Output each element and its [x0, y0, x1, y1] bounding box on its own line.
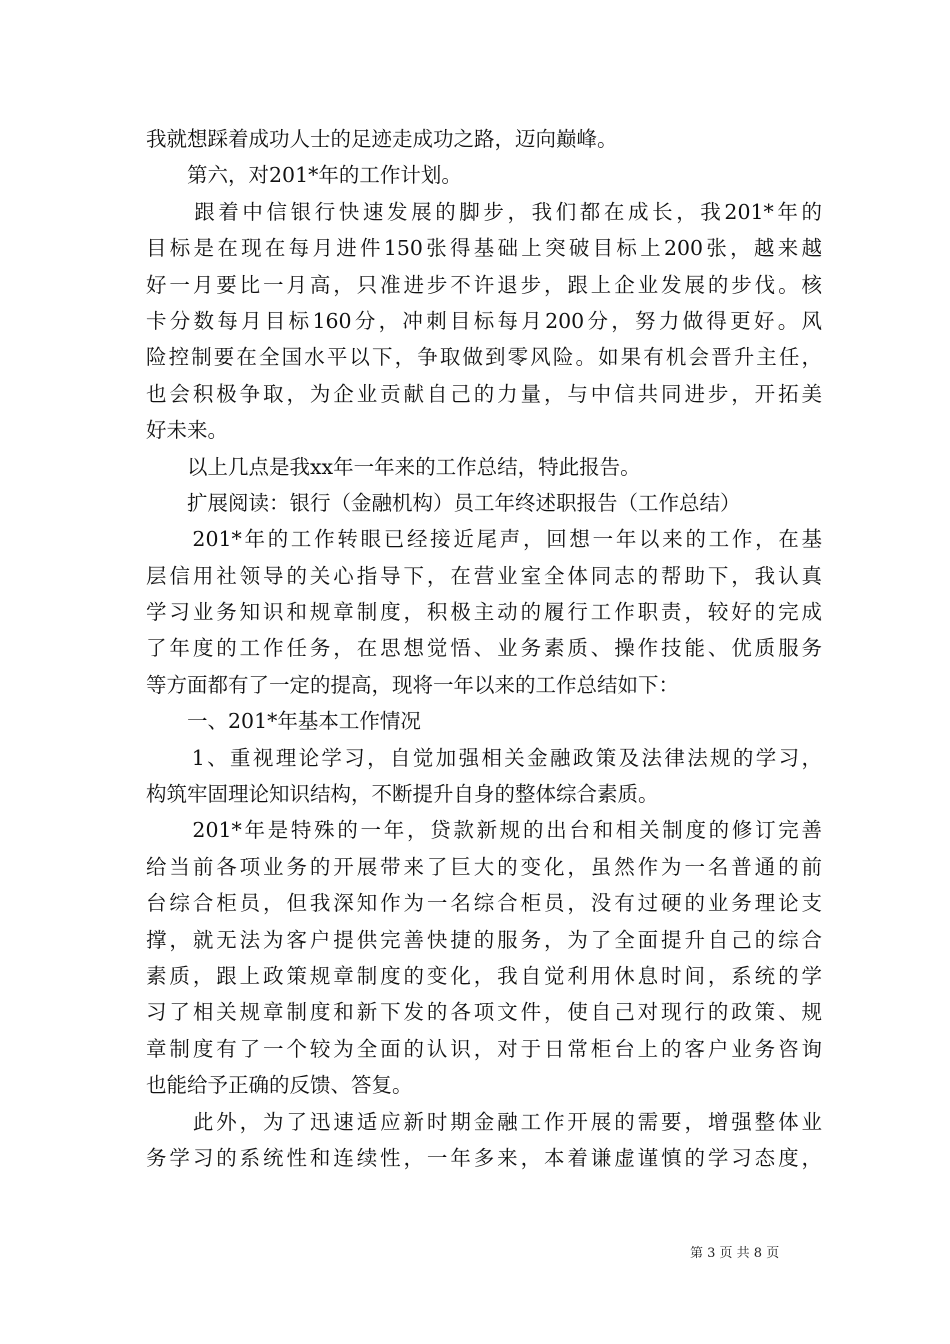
text-line: 撑，就无法为客户提供完善快捷的服务，为了全面提升自己的综合	[146, 927, 822, 952]
text-line: 一、201*年基本工作情况	[146, 709, 421, 734]
text-line: 第六，对201*年的工作计划。	[146, 163, 462, 188]
text-line: 了年度的工作任务，在思想觉悟、业务素质、操作技能、优质服务	[146, 636, 822, 661]
text-line: 险控制要在全国水平以下，争取做到零风险。如果有机会晋升主任，	[146, 345, 822, 370]
text-line: 201*年是特殊的一年，贷款新规的出台和相关制度的修订完善	[146, 818, 822, 843]
body-text	[146, 121, 822, 1176]
text-line: 1、重视理论学习，自觉加强相关金融政策及法律法规的学习，	[146, 745, 822, 770]
text-line: 好一月要比一月高，只准进步不许退步，跟上企业发展的步伐。核	[146, 272, 822, 297]
text-line: 以上几点是我xx年一年来的工作总结，特此报告。	[146, 454, 641, 479]
text-line: 扩展阅读：银行（金融机构）员工年终述职报告（工作总结）	[146, 490, 741, 515]
text-line: 台综合柜员，但我深知作为一名综合柜员，没有过硬的业务理论支	[146, 891, 822, 916]
text-line: 等方面都有了一定的提高，现将一年以来的工作总结如下：	[146, 672, 679, 697]
text-line: 跟着中信银行快速发展的脚步，我们都在成长，我201*年的	[146, 199, 822, 224]
text-line: 目标是在现在每月进件150张得基础上突破目标上200张，越来越	[146, 236, 822, 261]
text-line: 构筑牢固理论知识结构，不断提升自身的整体综合素质。	[146, 782, 659, 807]
text-line: 层信用社领导的关心指导下，在营业室全体同志的帮助下，我认真	[146, 563, 822, 588]
text-line: 201*年的工作转眼已经接近尾声，回想一年以来的工作，在基	[146, 527, 822, 552]
page-number-footer: 第 3 页 共 8 页	[690, 1246, 780, 1261]
text-line: 此外，为了迅速适应新时期金融工作开展的需要，增强整体业	[146, 1109, 822, 1134]
text-line: 给当前各项业务的开展带来了巨大的变化，虽然作为一名普通的前	[146, 854, 822, 879]
text-line: 章制度有了一个较为全面的认识，对于日常柜台上的客户业务咨询	[146, 1036, 822, 1061]
text-line: 卡分数每月目标160分，冲刺目标每月200分，努力做得更好。风	[146, 308, 822, 333]
text-line: 学习业务知识和规章制度，积极主动的履行工作职责，较好的完成	[146, 600, 822, 625]
text-line: 习了相关规章制度和新下发的各项文件，使自己对现行的政策、规	[146, 1000, 822, 1025]
text-line: 也能给予正确的反馈、答复。	[146, 1073, 413, 1098]
text-line: 务学习的系统性和连续性，一年多来，本着谦虚谨慎的学习态度，	[146, 1145, 822, 1170]
text-line: 好未来。	[146, 418, 228, 443]
text-line: 我就想踩着成功人士的足迹走成功之路，迈向巅峰。	[146, 127, 618, 151]
text-line: 素质，跟上政策规章制度的变化，我自觉利用休息时间，系统的学	[146, 963, 822, 988]
text-line: 也会积极争取，为企业贡献自己的力量，与中信共同进步，开拓美	[146, 381, 822, 406]
